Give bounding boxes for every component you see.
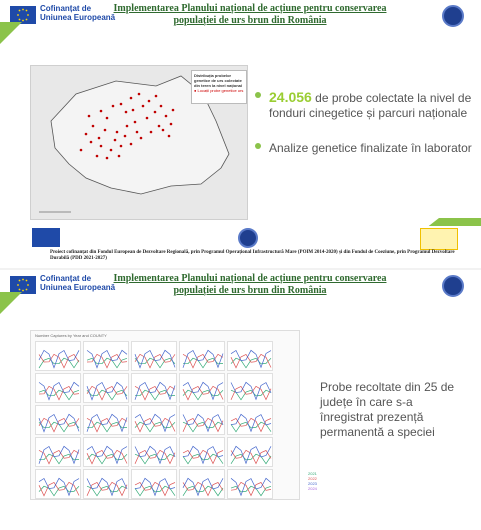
county-mini-chart	[83, 373, 129, 403]
samples-count: 24.056	[269, 89, 312, 105]
bullet-dot-icon	[255, 92, 261, 98]
eu-cofinance-label: Cofinanțat de Uniunea Europeană	[40, 274, 116, 292]
decorative-green-corner	[0, 22, 22, 44]
title-line-1: Implementarea Planului național de acțiune pentru conservarea	[113, 273, 387, 284]
eu-flag-icon	[32, 228, 60, 247]
footer-funding-text: Proiect cofinanțat din Fondul European de Dezvoltare Regională, prin Programul Operațional Infrastructură Mare (POIM 2014-2020) și din Fondul de Coeziune, prin Programul Dezvoltare Durabilă (PDD 2021-2027)	[50, 250, 455, 261]
county-mini-chart	[227, 437, 273, 467]
county-mini-chart	[83, 341, 129, 371]
county-mini-chart	[179, 341, 225, 371]
map-legend	[191, 70, 247, 104]
bullet-samples-collected	[255, 90, 475, 121]
counties-summary-text: Probe recoltate din 25 de județe în care s-a înregistrat prezență permanentă a speciei	[320, 380, 455, 439]
slide-header	[0, 270, 481, 304]
bullet-genetic-analysis	[255, 141, 475, 156]
county-mini-chart	[131, 341, 177, 371]
decorative-green-corner	[0, 292, 22, 314]
county-mini-chart	[131, 469, 177, 499]
slide-footer	[0, 226, 481, 268]
county-mini-chart	[35, 437, 81, 467]
county-mini-chart	[227, 405, 273, 435]
county-mini-chart	[35, 373, 81, 403]
county-mini-chart	[83, 437, 129, 467]
grid-caption: Number Captures by Year and COUNTY	[35, 333, 107, 338]
map-legend-title: Distribuția probelor genetice de urs colectate din teren la nivel național	[194, 73, 243, 88]
title-line-2: populației de urs brun din România	[173, 285, 327, 296]
legend-item-2023: 2023	[308, 481, 317, 486]
slide-1-bullets	[255, 90, 475, 176]
captures-by-county-small-multiples	[30, 330, 317, 500]
county-mini-chart	[179, 437, 225, 467]
county-mini-chart	[35, 341, 81, 371]
legend-item-2021: 2021	[308, 471, 317, 476]
genetic-analysis-text: Analize genetice finalizate în laborator	[269, 141, 472, 155]
county-mini-chart	[83, 469, 129, 499]
county-mini-chart	[227, 373, 273, 403]
county-mini-chart	[227, 469, 273, 499]
county-mini-chart	[179, 469, 225, 499]
county-mini-chart	[131, 373, 177, 403]
county-mini-chart	[179, 405, 225, 435]
eu-cofinance-label: Cofinanțat de Uniunea Europeană	[40, 4, 116, 22]
romania-government-emblem-icon	[442, 275, 464, 297]
slide-header	[0, 0, 481, 34]
county-mini-chart	[131, 405, 177, 435]
title-line-2: populației de urs brun din România	[173, 15, 327, 26]
romania-government-emblem-icon	[238, 228, 258, 248]
legend-item-2022: 2022	[308, 476, 317, 481]
slide-title	[100, 3, 400, 27]
program-logo-icon	[420, 228, 458, 250]
slide-title	[100, 273, 400, 297]
county-mini-chart	[227, 341, 273, 371]
map-legend-item: ● Locații probe genetice urs	[194, 88, 244, 93]
slide-2	[0, 270, 481, 530]
samples-text: de probe colectate la nivel de fonduri cinegetice și parcuri naționale	[269, 91, 472, 120]
county-mini-chart	[83, 405, 129, 435]
bullet-dot-icon	[255, 143, 261, 149]
grid-legend	[308, 471, 328, 499]
county-mini-chart	[131, 437, 177, 467]
romania-bear-sample-map	[30, 65, 248, 220]
legend-item-2024: 2024	[308, 486, 317, 491]
county-mini-chart	[35, 405, 81, 435]
romania-government-emblem-icon	[442, 5, 464, 27]
county-mini-chart	[35, 469, 81, 499]
title-line-1: Implementarea Planului național de acțiune pentru conservarea	[113, 3, 387, 14]
county-mini-chart	[179, 373, 225, 403]
